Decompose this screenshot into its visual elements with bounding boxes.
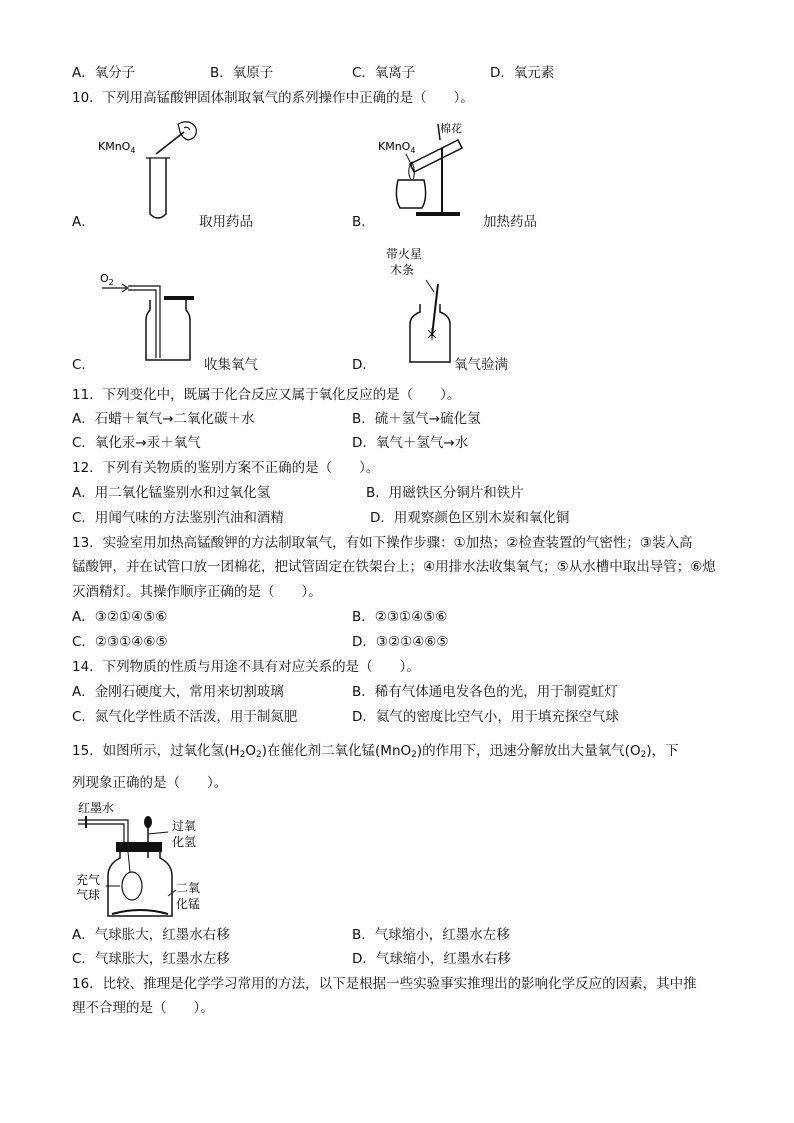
q15-stem-line1: [72, 741, 679, 765]
q15-option-b: B．气球缩小，红墨水左移: [352, 927, 510, 943]
q12-stem: 12．下列有关物质的鉴别方案不正确的是（ ）。: [72, 460, 380, 476]
ember-label-line2: 木条: [390, 263, 415, 277]
formula-mno2: (MnO$_2$): [375, 743, 423, 760]
q13-stem-line1: 13．实验室用加热高锰酸钾的方法制取氧气，有如下操作步骤：①加热；②检查装置的气密性；③装入高: [72, 535, 693, 551]
q10-stem: 10．下列用高锰酸钾固体制取氧气的系列操作中正确的是（ ）。: [72, 90, 474, 106]
q10-option-c-letter: C．: [72, 357, 95, 373]
formula-h2o2: $(H_2O_2)$: [224, 743, 268, 760]
q14-option-d: D．氦气的密度比空气小，用于填充探空气球: [352, 709, 619, 725]
q13-stem-line2: 锰酸钾，并在试管口放一团棉花，把试管固定在铁架台上；④用排水法收集氧气；⑤从水槽中取出导管；⑥熄: [72, 559, 716, 575]
q11-option-b: B．硫＋氢气→硫化氢: [352, 411, 481, 427]
wooden-splint: [432, 284, 438, 336]
q13-option-c: C．②③①④⑥⑤: [72, 634, 168, 650]
balloon: [122, 872, 142, 900]
balloon-label-1: 充气: [76, 873, 101, 887]
mno2-powder: [112, 910, 168, 914]
kmno4-label-b: KMnO$_4$: [378, 140, 416, 155]
q15-option-c: C．气球胀大，红墨水左移: [72, 951, 230, 967]
q15-stem-b: 在催化剂二氧化锰: [267, 743, 376, 759]
mno2-label-2: 化锰: [176, 897, 201, 911]
q16-stem-line1: 16．比较、推理是化学学习常用的方法，以下是根据一些实验事实推理出的影响化学反应的因素，其中推: [72, 976, 697, 992]
q14-option-a: A．金刚石硬度大，常用来切割玻璃: [72, 684, 284, 700]
q10-figure-b: [376, 118, 476, 224]
alcohol-lamp: [396, 180, 425, 208]
q15-stem-d: ，下: [651, 743, 679, 759]
spark-icon: [428, 328, 436, 340]
balloon-label-2: 气球: [76, 888, 101, 902]
kmno4-label: KMnO$_4$: [98, 140, 136, 155]
q15-figure: [72, 798, 222, 920]
q10-option-c-caption: 收集氧气: [204, 357, 258, 373]
cotton-label: 棉花: [440, 122, 462, 135]
q13-option-d: D．③②①④⑥⑤: [352, 634, 449, 650]
test-tube-horizontal: [410, 140, 462, 172]
q10-option-b-caption: 加热药品: [483, 214, 537, 230]
q10-option-d-caption: 氧气验满: [454, 357, 508, 373]
stopper: [116, 842, 162, 852]
ember-label-line1: 带火星: [386, 247, 423, 261]
delivery-tube: [128, 286, 160, 358]
q10-option-a-caption: 取用药品: [199, 214, 253, 230]
test-tube: [150, 158, 166, 218]
q10-figure-d: [380, 244, 460, 368]
q14-option-b: B．稀有气体通电发各色的光，用于制霓虹灯: [352, 684, 618, 700]
o2-label: $O_2$: [100, 272, 114, 287]
glass-plate: [164, 296, 194, 300]
spatula: [156, 132, 184, 154]
q10-option-d-letter: D．: [352, 357, 376, 373]
q9-option-c: C．氧离子: [352, 65, 416, 81]
q14-stem: 14．下列物质的性质与用途不具有对应关系的是（ ）。: [72, 659, 420, 675]
q10-figure-c: [98, 262, 208, 368]
q10-figure-a: [98, 118, 208, 222]
hand-icon: [178, 122, 196, 140]
q11-option-a: A．石蜡＋氧气→二氧化碳＋水: [72, 411, 255, 427]
q9-option-a: A．氧分子: [72, 65, 136, 81]
q15-stem-line2: 列现象正确的是（ ）。: [72, 775, 228, 791]
formula-o2: $(O_2)$: [624, 743, 652, 760]
q10-option-b-letter: B．: [352, 214, 375, 230]
q9-option-b: B．氧原子: [210, 65, 274, 81]
gas-bottle-d: [410, 304, 450, 362]
q12-option-a: A．用二氧化锰鉴别水和过氧化氢: [72, 485, 271, 501]
q13-option-b: B．②③①④⑤⑥: [352, 609, 448, 625]
q15-stem-a: 15．如图所示，过氧化氢: [72, 743, 225, 759]
q10-option-a-letter: A．: [72, 214, 95, 230]
red-ink-label: 红墨水: [78, 801, 115, 815]
q13-stem-line3: 灭酒精灯。其操作顺序正确的是（ ）。: [72, 584, 322, 600]
q15-option-a: A．气球胀大，红墨水右移: [72, 927, 230, 943]
q9-option-d: D．氧元素: [490, 65, 555, 81]
q15-stem-c: 的作用下，迅速分解放出大量氧气: [422, 743, 625, 759]
q11-stem: 11．下列变化中，既属于化合反应又属于氧化反应的是（ ）。: [72, 387, 461, 403]
stand-base: [416, 212, 460, 216]
mno2-label-1: 二氧: [176, 881, 201, 895]
q14-option-c: C．氮气化学性质不活泼，用于制氮肥: [72, 709, 298, 725]
q16-stem-line2: 理不合理的是（ ）。: [72, 1000, 214, 1016]
gas-bottle: [146, 300, 190, 360]
q15-option-d: D．气球缩小，红墨水右移: [352, 951, 511, 967]
q13-option-a: A．③②①④⑤⑥: [72, 609, 168, 625]
q12-option-c: C．用闻气味的方法鉴别汽油和酒精: [72, 510, 284, 526]
q11-option-c: C．氧化汞→汞＋氧气: [72, 435, 201, 451]
q12-option-d: D．用观察颜色区别木炭和氧化铜: [370, 510, 570, 526]
h2o2-label-1: 过氧: [172, 819, 197, 833]
q12-option-b: B．用磁铁区分铜片和铁片: [366, 485, 524, 501]
flask: [108, 852, 172, 916]
q11-option-d: D．氧气＋氢气→水: [352, 435, 469, 451]
h2o2-label-2: 化氢: [172, 835, 197, 849]
